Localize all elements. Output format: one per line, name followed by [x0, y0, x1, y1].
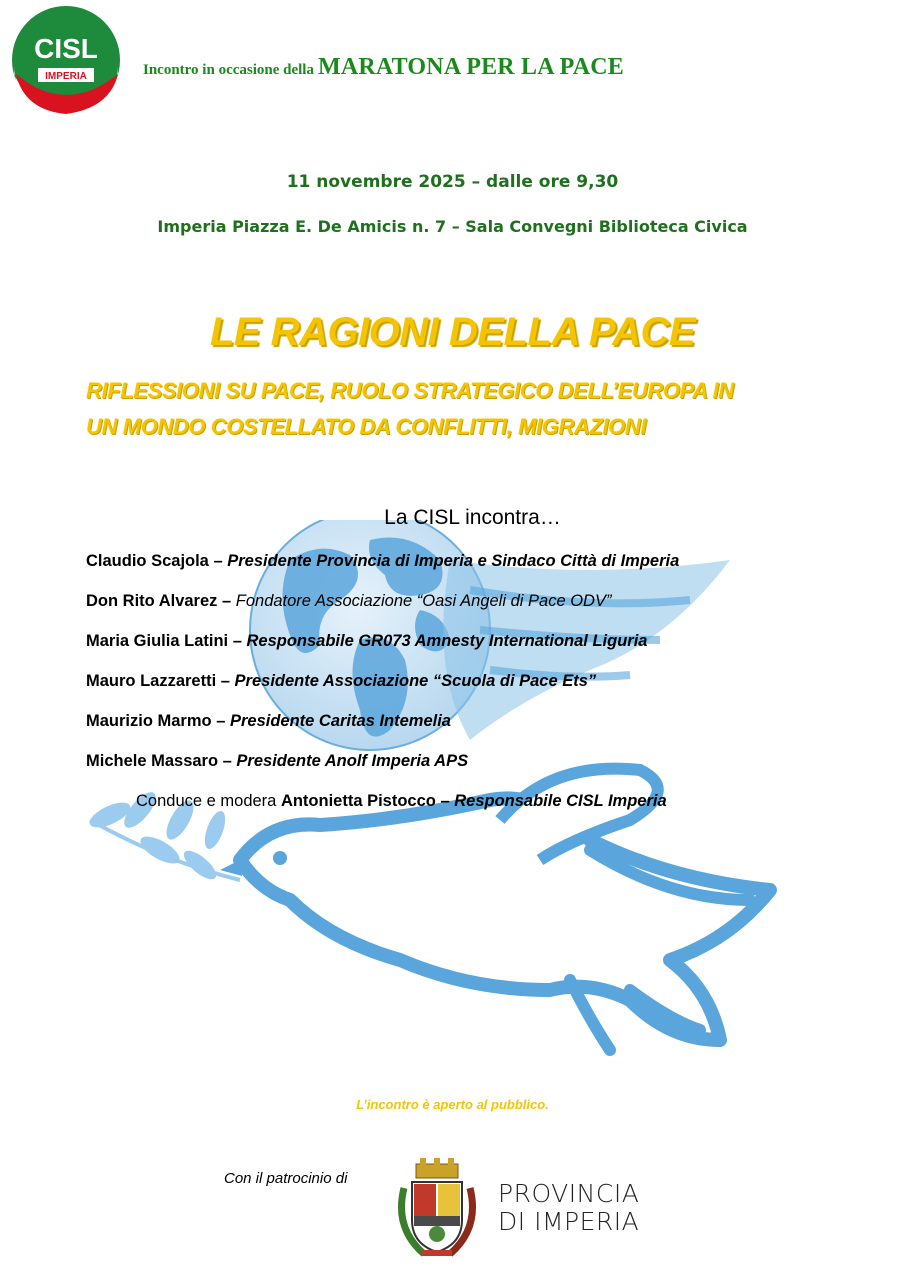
logo-text: CISL	[34, 33, 98, 64]
list-item	[86, 749, 886, 789]
list-item	[86, 549, 886, 589]
moderator-name: Antonietta Pistocco	[280, 792, 436, 810]
cisl-logo	[10, 4, 122, 116]
separator: –	[228, 632, 247, 650]
header-prefix: Incontro in occasione della	[143, 62, 314, 78]
guest-list	[86, 549, 886, 789]
subtitle-line-1: RIFLESSIONI SU PACE, RUOLO STRATEGICO DELL’EUROPA IN	[86, 378, 734, 403]
province-line-2: DI IMPERIA	[498, 1207, 640, 1236]
logo-subtext: IMPERIA	[45, 71, 87, 82]
guest-name: Maria Giulia Latini	[86, 632, 229, 650]
guest-name: Claudio Scajola	[86, 552, 209, 570]
separator: –	[435, 792, 455, 810]
event-header	[143, 54, 843, 81]
province-name	[498, 1180, 639, 1236]
guest-role: Presidente Associazione “Scuola di Pace Ets”	[234, 672, 597, 690]
guest-name: Mauro Lazzaretti	[86, 672, 217, 690]
event-place: Imperia Piazza E. De Amicis n. 7 – Sala Convegni Biblioteca Civica	[157, 217, 748, 236]
province-line-1: PROVINCIA	[498, 1179, 640, 1208]
separator: –	[217, 592, 236, 610]
guest-name: Michele Massaro	[86, 752, 219, 770]
guest-name: Don Rito Alvarez	[86, 592, 218, 610]
separator: –	[211, 712, 230, 730]
guest-role: Presidente Provincia di Imperia e Sindaco Città di Imperia	[227, 552, 680, 570]
moderator-line	[136, 792, 667, 811]
main-title: LE RAGIONI DELLA PACE	[209, 310, 696, 354]
province-crest-icon	[394, 1158, 480, 1262]
moderator-prefix: Conduce e modera	[136, 792, 281, 810]
list-item	[86, 629, 886, 669]
guest-role: Presidente Anolf Imperia APS	[236, 752, 469, 770]
subtitle-line-2: UN MONDO COSTELLATO DA CONFLITTI, MIGRAZIONI	[86, 414, 647, 439]
list-item	[86, 709, 886, 749]
subtitle	[86, 373, 846, 445]
guest-role: Responsabile GR073 Amnesty International Liguria	[246, 632, 648, 650]
meets-heading: La CISL incontra…	[384, 506, 561, 529]
separator: –	[208, 552, 228, 570]
guest-role: Fondatore Associazione “Oasi Angeli di Pace ODV”	[235, 592, 612, 610]
patronage-label: Con il patrocinio di	[224, 1170, 348, 1187]
guest-role: Presidente Caritas Intemelia	[229, 712, 451, 730]
list-item	[86, 669, 886, 709]
guest-name: Maurizio Marmo	[86, 712, 212, 730]
header-event: MARATONA PER LA PACE	[317, 54, 624, 80]
moderator-role: Responsabile CISL Imperia	[454, 792, 667, 810]
separator: –	[218, 752, 237, 770]
list-item	[86, 589, 886, 629]
separator: –	[216, 672, 235, 690]
event-date: 11 novembre 2025 – dalle ore 9,30	[286, 172, 619, 192]
open-to-public-note: L’incontro è aperto al pubblico.	[356, 1097, 549, 1112]
